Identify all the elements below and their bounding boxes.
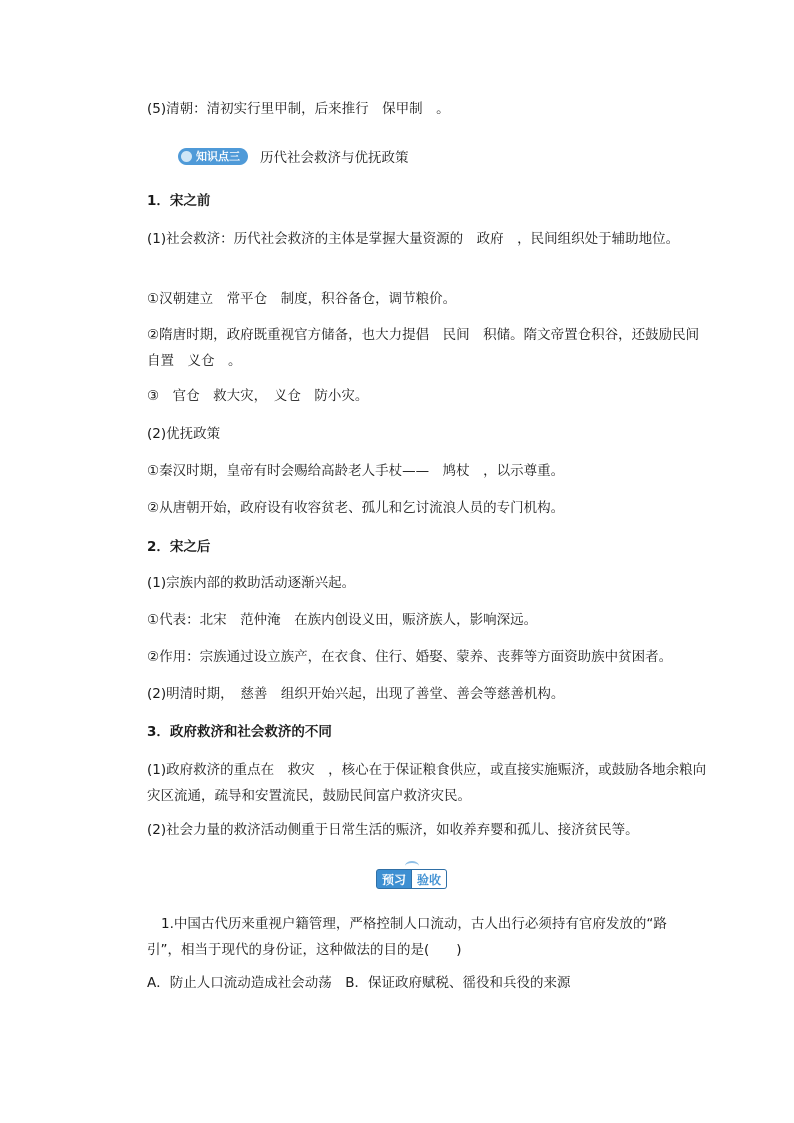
section-badge-label: 知识点三 [196,150,240,163]
question-1: 1.中国古代历来重视户籍管理，严格控制人口流动，古人出行必须持有官府发放的“路引”，相当于现代的身份证，这种做法的目的是( ) [147,916,667,958]
section-heading [178,146,409,166]
paragraph-clan: (1)宗族内部的救助活动逐渐兴起。 [147,575,356,591]
section-title: 历代社会救济与优抚政策 [260,150,409,166]
check-label: 验收 [412,869,447,889]
question-1-options: A．防止人口流动造成社会动荡 B．保证政府赋税、徭役和兵役的来源 [147,975,571,991]
paragraph-tang: ②从唐朝开始，政府设有收容贫老、孤儿和乞讨流浪人员的专门机构。 [147,500,565,516]
circle-icon [181,151,192,162]
paragraph-social-forces: (2)社会力量的救济活动侧重于日常生活的赈济，如收养弃婴和孤儿、接济贫民等。 [147,822,639,838]
preview-label: 预习 [376,869,412,889]
paragraph-sui-tang: ②隋唐时期，政府既重视官方储备，也大力提倡 民间 积储。隋文帝置仓积谷，还鼓励民间自置 义仓 。 [147,327,700,369]
section-badge [178,148,248,165]
qing-dynasty-line: (5)清朝：清初实行里甲制，后来推行 保甲制 。 [147,101,450,117]
heading-before-song: 1．宋之前 [147,193,211,209]
paragraph-han: ①汉朝建立 常平仓 制度，积谷备仓，调节粮价。 [147,291,457,307]
paragraph-ming-qing: (2)明清时期， 慈善 组织开始兴起，出现了善堂、善会等慈善机构。 [147,686,565,702]
preview-check-banner [376,869,447,889]
paragraph-granaries: ③ 官仓 救大灾， 义仓 防小灾。 [147,388,369,404]
paragraph-function: ②作用：宗族通过设立族产，在衣食、住行、婚娶、蒙养、丧葬等方面资助族中贫困者。 [147,649,673,665]
paragraph-social-relief: (1)社会救济：历代社会救济的主体是掌握大量资源的 政府 ，民间组织处于辅助地位。 [147,231,680,247]
paragraph-preferential-policy: (2)优抚政策 [147,426,221,442]
paragraph-qin-han: ①秦汉时期，皇帝有时会赐给高龄老人手杖—— 鸠杖 ，以示尊重。 [147,463,565,479]
paragraph-government-relief: (1)政府救济的重点在 救灾 ，核心在于保证粮食供应，或直接实施赈济，或鼓励各地余粮向灾区流通，疏导和安置流民，鼓励民间富户救济灾民。 [147,762,707,804]
paragraph-representative: ①代表：北宋 范仲淹 在族内创设义田，赈济族人，影响深远。 [147,612,538,628]
heading-after-song: 2．宋之后 [147,539,211,555]
heading-difference: 3．政府救济和社会救济的不同 [147,724,332,740]
